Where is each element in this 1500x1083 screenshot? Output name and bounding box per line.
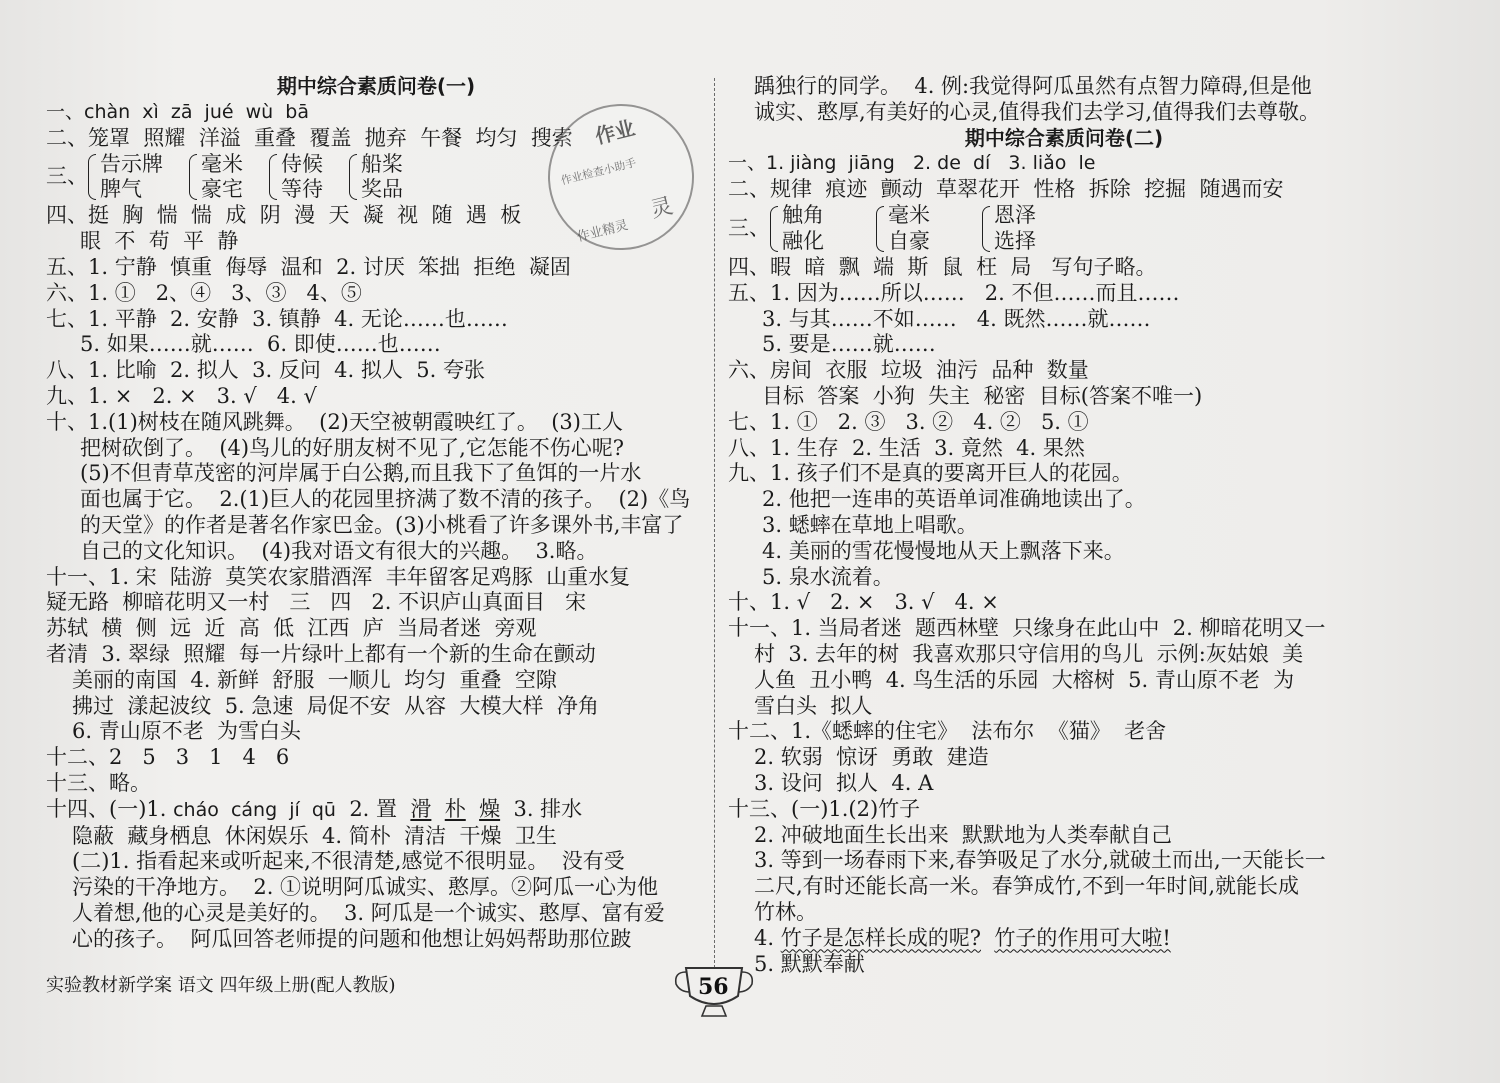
answer-1-7-cont: 5. 如果……就…… 6. 即使……也…… [80,332,441,357]
pair-word: 毫米 [888,203,930,228]
answer-1-11-cont: 者清 3. 翠绿 照耀 每一片绿叶上都有一个新的生命在颤动 [46,641,596,666]
answer-2-2: 二、规律 痕迹 颤动 草翠花开 性格 拆除 挖掘 随遇而安 [728,177,1284,202]
q14-pinyin: cháo cáng jí qū [173,798,336,821]
answer-2-5: 五、1. 因为……所以…… 2. 不但……而且…… [728,280,1180,305]
wavy-underlined-text: 竹子是怎样长成的呢? [780,925,981,950]
exam-title-2: 期中综合素质问卷(二) [964,125,1164,150]
answer-2-6: 六、房间 衣服 垃圾 油污 品种 数量 [728,358,1089,383]
answer-2-11: 十一、1. 当局者迷 题西林壁 只缘身在此山中 2. 柳暗花明又一 [728,616,1326,641]
answer-2-13-cont: 3. 等到一场春雨下来,春笋吸足了水分,就破土而出,一天能长一 [754,848,1326,873]
answer-2-12-cont: 3. 设问 拟人 4. A [754,770,934,795]
answer-1-6: 六、1. ① 2、④ 3、③ 4、⑤ [46,280,362,305]
underlined-char: 燥 [479,796,501,821]
q14-prefix: 十四、(一)1. [46,796,174,821]
brace-pair [770,203,824,255]
answer-1-10-cont: 面也属于它。 2.(1)巨人的花园里挤满了数不清的孩子。 (2)《鸟 [80,487,691,512]
answer-1-11-cont: 美丽的南国 4. 新鲜 舒服 一顺儿 均匀 重叠 空隙 [72,667,557,692]
answer-1-2: 二、笼罩 照耀 洋溢 重叠 覆盖 抛弃 午餐 均匀 搜索 [46,125,573,150]
pair-word: 奖品 [361,177,403,202]
answer-1-14-cont: 污染的干净地方。 2. ①说明阿瓜诚实、憨厚。②阿瓜一心为他 [72,875,659,900]
pair-word: 选择 [994,228,1036,253]
answer-2-11-cont: 雪白头 拟人 [754,693,873,718]
brace-pair [88,152,163,204]
answer-1-11-cont: 疑无路 柳暗花明又一村 三 四 2. 不识庐山真面目 宋 [46,590,587,615]
answer-1-11-cont: 拂过 漾起波纹 5. 急速 局促不安 从容 大模大样 净角 [72,693,599,718]
answer-2-13-cont [728,926,1400,952]
wavy-underlined-text: 竹子的作用可大啦! [994,925,1171,950]
answer-1-14-cont: (二)1. 指看起来或听起来,不很清楚,感觉不很明显。 没有受 [72,849,625,874]
answer-1-8: 八、1. 比喻 2. 拟人 3. 反问 4. 拟人 5. 夸张 [46,358,485,383]
pair-word: 等待 [281,177,323,202]
answer-2-10: 十、1. √ 2. × 3. √ 4. × [728,590,999,615]
pair-word: 告示牌 [100,151,163,176]
answer-2-1: 一、1. jiàng jiāng 2. de dí 3. liǎo le [728,152,1096,175]
right-column [728,74,1400,977]
pair-word: 侍候 [281,151,323,176]
answer-1-14-cont: 心的孩子。 阿瓜回答老师提的问题和他想让妈妈帮助那位跛 [72,926,632,951]
page-number-badge [672,962,756,1022]
pair-word: 豪宅 [201,177,243,202]
answer-2-6-cont: 目标 答案 小狗 失主 秘密 目标(答案不唯一) [762,383,1203,408]
q3-lead: 三、 [46,164,88,189]
answer-2-9-cont: 3. 蟋蟀在草地上唱歌。 [762,512,978,537]
answer-2-12-cont: 2. 软弱 惊讶 勇敢 建造 [754,745,989,770]
answer-2-7: 七、1. ① 2. ③ 3. ② 4. ② 5. ① [728,409,1089,434]
answer-2-9: 九、1. 孩子们不是真的要离开巨人的花园。 [728,461,1133,486]
answer-2-11-cont: 村 3. 去年的树 我喜欢那只守信用的鸟儿 示例:灰姑娘 美 [754,641,1304,666]
pair-word: 脾气 [100,177,142,202]
answer-2-9-cont: 5. 泉水流着。 [762,564,894,589]
answer-1-1: 一、chàn xì zā jué wù bā [46,100,310,123]
answer-2-3 [728,203,1400,255]
brace-pair [269,152,323,204]
answer-2-9-cont: 4. 美丽的雪花慢慢地从天上飘落下来。 [762,538,1125,563]
answer-1-4-cont: 眼 不 苟 平 静 [80,229,239,254]
answer-1-11: 十一、1. 宋 陆游 莫笑农家腊酒浑 丰年留客足鸡豚 山重水复 [46,564,631,589]
answer-1-5: 五、1. 宁静 慎重 侮辱 温和 2. 讨厌 笨拙 拒绝 凝固 [46,254,571,279]
pair-word: 触角 [782,203,824,228]
answer-2-9-cont: 2. 他把一连串的英语单词准确地读出了。 [762,487,1146,512]
answer-2-11-cont: 人鱼 丑小鸭 4. 鸟生活的乐园 大榕树 5. 青山原不老 为 [754,667,1295,692]
answer-2-13: 十三、(一)1.(2)竹子 [728,796,921,821]
brace-pair [982,203,1036,255]
answer-2-12: 十二、1.《蟋蟀的住宅》 法布尔 《猫》 老舍 [728,719,1167,744]
answer-1-14 [46,797,706,824]
answer-2-13-cont: 5. 默默奉献 [754,951,865,976]
answer-2-5-cont: 3. 与其……不如…… 4. 既然……就…… [762,306,1151,331]
brace-pair [349,152,403,204]
answer-1-7: 七、1. 平静 2. 安静 3. 镇静 4. 无论……也…… [46,306,508,331]
answer-1-10: 十、1.(1)树枝在随风跳舞。 (2)天空被朝霞映红了。 (3)工人 [46,409,623,434]
answer-1-10-cont: 的天堂》的作者是著名作家巴金。(3)小桃看了许多课外书,丰富了 [80,512,684,537]
stamp-text: 灵 [648,193,676,224]
answer-1-9: 九、1. × 2. × 3. √ 4. √ [46,383,317,408]
answer-1-10-cont: (5)不但青草茂密的河岸属于白公鹅,而且我下了鱼饵的一片水 [80,461,642,486]
answer-2-13-cont: 2. 冲破地面生长出来 默默地为人类奉献自己 [754,822,1173,847]
answer-1-14-cont: 隐蔽 藏身栖息 休闲娱乐 4. 简朴 清洁 干燥 卫生 [72,823,557,848]
pair-word: 船桨 [361,151,403,176]
answer-1-14-cont: 踽独行的同学。 4. 例:我觉得阿瓜虽然有点智力障碍,但是他 [754,74,1312,98]
pair-word: 自豪 [888,228,930,253]
answer-1-10-cont: 把树砍倒了。 (4)鸟儿的好朋友树不见了,它怎能不伤心呢? [80,435,625,460]
stamp-text: 作业 [592,115,638,149]
q13-prefix: 4. [754,925,781,950]
q14-suffix: 3. 排水 [500,796,583,821]
stamp-text: 作业检查小助手 [559,156,638,188]
pair-word: 毫米 [201,151,243,176]
answer-2-13-cont: 二尺,有时还能长高一米。春笋成竹,不到一年时间,就能长成 [754,874,1300,899]
underlined-char: 朴 [444,796,466,821]
answer-1-4: 四、挺 胸 惴 惴 成 阴 漫 天 凝 视 随 遇 板 [46,203,522,228]
brace-pair [876,203,930,255]
q14-mid: 2. 置 [335,796,411,821]
column-divider [714,78,715,968]
answer-2-13-cont: 竹林。 [754,899,817,924]
page-footer: 实验教材新学案 语文 四年级上册(配人教版) [46,975,396,996]
answer-1-13: 十三、略。 [46,770,151,795]
answer-2-5-cont: 5. 要是……就…… [762,332,936,357]
q3-lead: 三、 [728,216,770,241]
underlined-char: 滑 [410,796,432,821]
answer-1-11-cont: 6. 青山原不老 为雪白头 [72,719,302,744]
answer-1-11-cont: 苏轼 横 侧 远 近 高 低 江西 庐 当局者迷 旁观 [46,616,537,641]
answer-2-8: 八、1. 生存 2. 生活 3. 竟然 4. 果然 [728,435,1085,460]
answer-1-12: 十二、2 5 3 1 4 6 [46,745,290,770]
stamp-text: 作业精灵 [575,217,630,246]
answer-1-14-cont: 人着想,他的心灵是美好的。 3. 阿瓜是一个诚实、憨厚、富有爱 [72,900,665,925]
page-number: 56 [698,974,729,1000]
pair-word: 融化 [782,228,824,253]
answer-1-10-cont: 自己的文化知识。 (4)我对语文有很大的兴趣。 3.略。 [80,538,598,563]
answer-1-14-cont: 诚实、憨厚,有美好的心灵,值得我们去学习,值得我们去尊敬。 [754,99,1321,124]
brace-pair [189,152,243,204]
answer-2-4: 四、暇 暗 飘 端 斯 鼠 枉 局 写句子略。 [728,254,1157,279]
pair-word: 恩泽 [994,203,1036,228]
exam-title-1: 期中综合素质问卷(一) [276,74,476,98]
